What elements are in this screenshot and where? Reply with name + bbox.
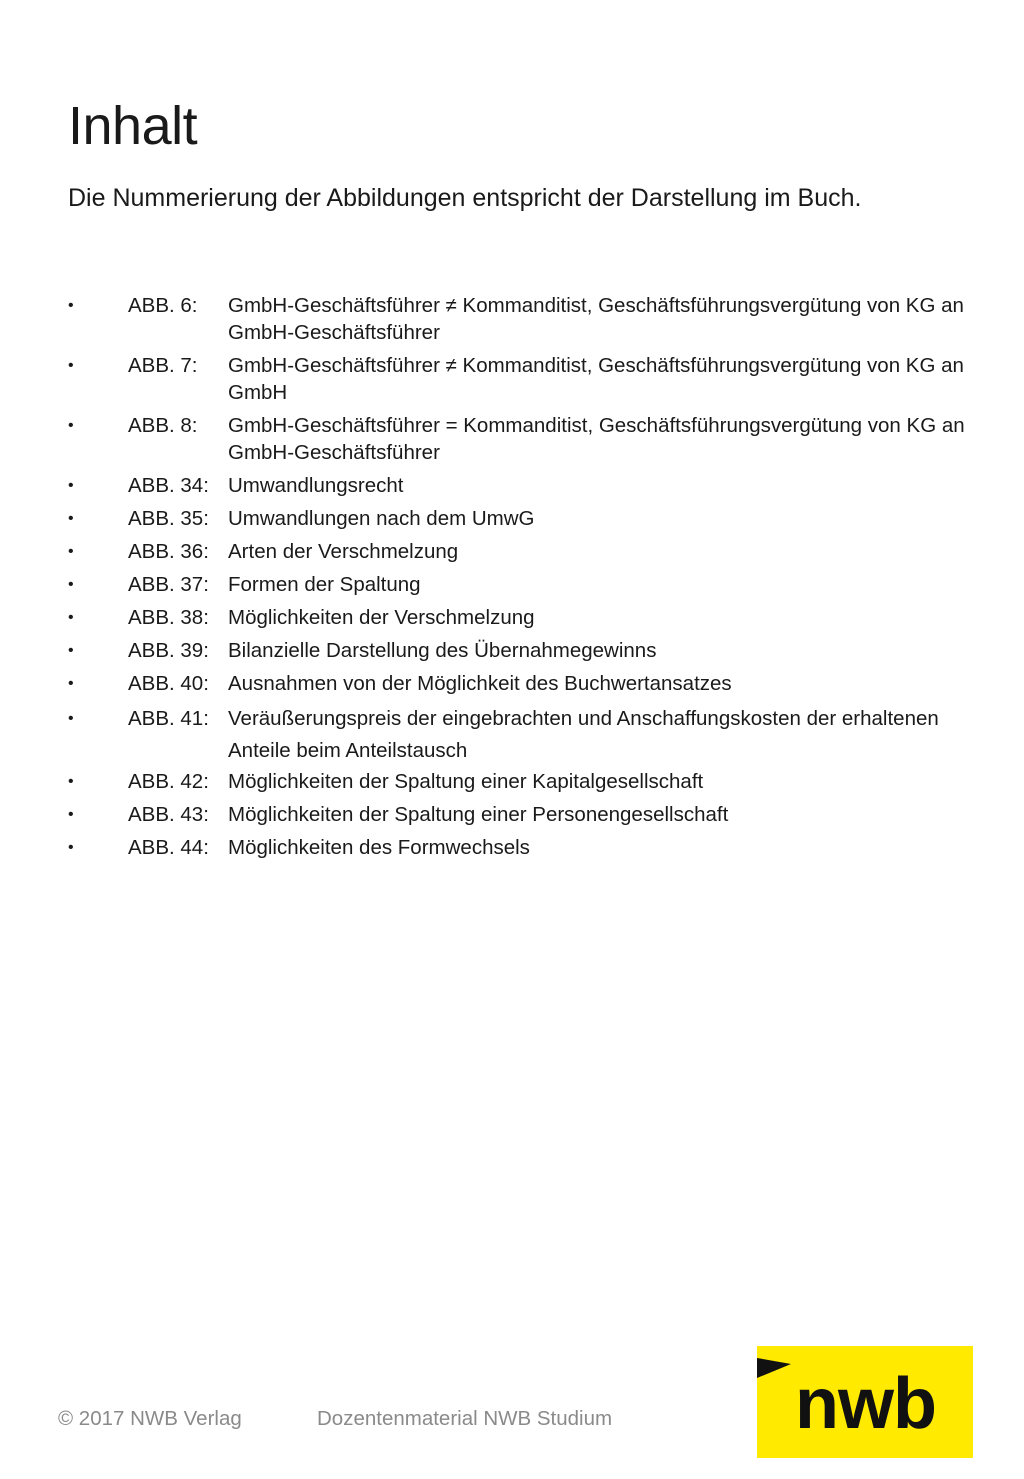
list-item bbox=[68, 352, 968, 406]
figure-number: ABB. 34: bbox=[128, 474, 209, 497]
list-item bbox=[68, 472, 968, 499]
bullet: • bbox=[68, 357, 74, 374]
figure-title: Umwandlungsrecht bbox=[228, 474, 404, 497]
list-item bbox=[68, 637, 968, 664]
figure-title: Möglichkeiten des Formwechsels bbox=[228, 836, 530, 859]
list-item bbox=[68, 670, 968, 697]
figure-title: Möglichkeiten der Verschmelzung bbox=[228, 606, 535, 629]
figure-title: Bilanzielle Darstellung des Übernahmegewinns bbox=[228, 639, 657, 662]
list-item bbox=[68, 538, 968, 565]
list-item bbox=[68, 834, 968, 861]
figure-title: GmbH-Geschäftsführer ≠ Kommanditist, Geschäftsführungsvergütung von KG an GmbH-Geschäftsführer bbox=[228, 294, 964, 344]
figure-number: ABB. 40: bbox=[128, 672, 209, 695]
list-item bbox=[68, 292, 968, 346]
bullet: • bbox=[68, 297, 74, 314]
bullet: • bbox=[68, 543, 74, 560]
bullet: • bbox=[68, 609, 74, 626]
figure-number: ABB. 41: bbox=[128, 707, 209, 730]
bullet: • bbox=[68, 417, 74, 434]
figure-title: Umwandlungen nach dem UmwG bbox=[228, 507, 535, 530]
figure-list bbox=[68, 292, 968, 867]
nwb-logo bbox=[757, 1346, 973, 1458]
figure-title: Möglichkeiten der Spaltung einer Kapitalgesellschaft bbox=[228, 770, 704, 793]
figure-number: ABB. 36: bbox=[128, 540, 209, 563]
figure-title: Veräußerungspreis der eingebrachten und Anschaffungskosten der erhaltenen Anteile beim Anteilstausch bbox=[228, 707, 939, 762]
bullet: • bbox=[68, 576, 74, 593]
bullet: • bbox=[68, 839, 74, 856]
figure-number: ABB. 7: bbox=[128, 354, 198, 377]
figure-number: ABB. 44: bbox=[128, 836, 209, 859]
figure-number: ABB. 8: bbox=[128, 414, 198, 437]
figure-number: ABB. 6: bbox=[128, 294, 198, 317]
figure-title: Arten der Verschmelzung bbox=[228, 540, 459, 563]
figure-number: ABB. 39: bbox=[128, 639, 209, 662]
list-item bbox=[68, 801, 968, 828]
footer-copyright: © 2017 NWB Verlag bbox=[58, 1407, 242, 1430]
list-item bbox=[68, 604, 968, 631]
figure-title: GmbH-Geschäftsführer = Kommanditist, Geschäftsführungsvergütung von KG an GmbH-Geschäftsführer bbox=[228, 414, 965, 464]
bullet: • bbox=[68, 773, 74, 790]
list-item bbox=[68, 505, 968, 532]
bullet: • bbox=[68, 675, 74, 692]
bullet: • bbox=[68, 477, 74, 494]
list-item bbox=[68, 703, 968, 767]
figure-number: ABB. 35: bbox=[128, 507, 209, 530]
list-item bbox=[68, 768, 968, 795]
bullet: • bbox=[68, 510, 74, 527]
bullet: • bbox=[68, 710, 74, 727]
figure-number: ABB. 38: bbox=[128, 606, 209, 629]
figure-title: Möglichkeiten der Spaltung einer Personengesellschaft bbox=[228, 803, 729, 826]
figure-title: Formen der Spaltung bbox=[228, 573, 421, 596]
footer-material: Dozentenmaterial NWB Studium bbox=[317, 1407, 613, 1430]
bullet: • bbox=[68, 642, 74, 659]
figure-number: ABB. 37: bbox=[128, 573, 209, 596]
figure-title: GmbH-Geschäftsführer ≠ Kommanditist, Geschäftsführungsvergütung von KG an GmbH bbox=[228, 354, 964, 404]
logo-text: nwb bbox=[795, 1364, 936, 1444]
figure-number: ABB. 42: bbox=[128, 770, 209, 793]
page-subtitle: Die Nummerierung der Abbildungen entspricht der Darstellung im Buch. bbox=[68, 184, 862, 212]
list-item bbox=[68, 412, 968, 466]
page-title: Inhalt bbox=[68, 96, 198, 156]
list-item bbox=[68, 571, 968, 598]
figure-number: ABB. 43: bbox=[128, 803, 209, 826]
bullet: • bbox=[68, 806, 74, 823]
figure-title: Ausnahmen von der Möglichkeit des Buchwertansatzes bbox=[228, 672, 732, 695]
